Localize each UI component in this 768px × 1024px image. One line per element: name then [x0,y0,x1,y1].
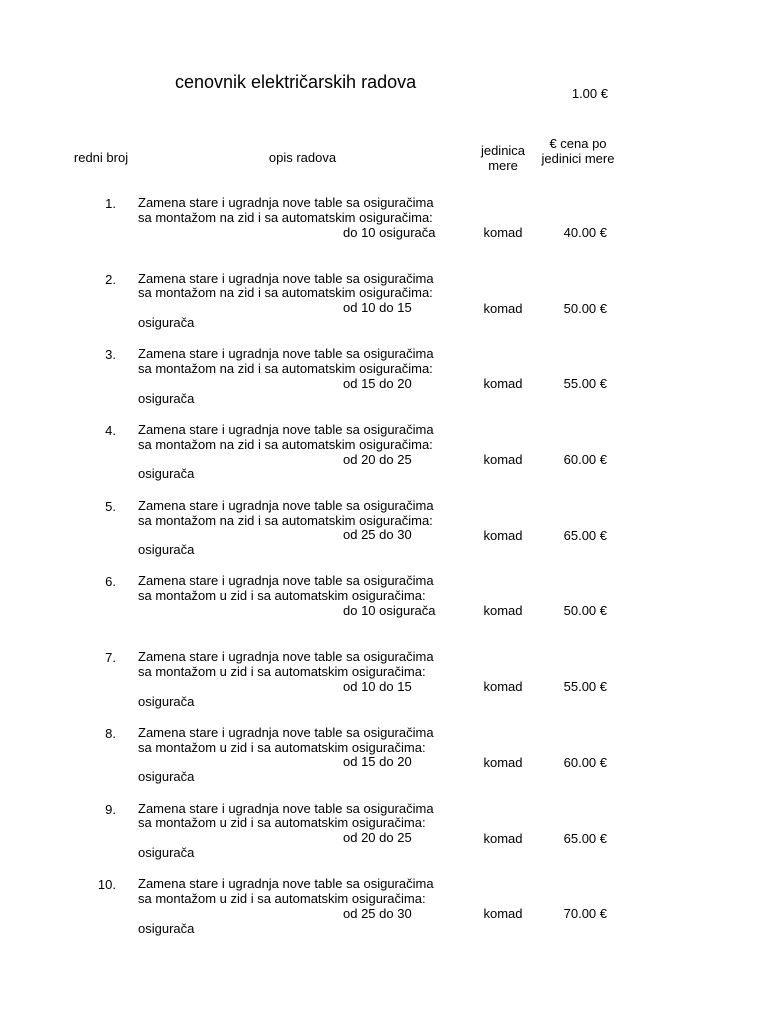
description-line: Zamena stare i ugradnja nove table sa osiguračima [138,876,434,892]
description-line: sa montažom u zid i sa automatskim osiguračima: [138,663,426,679]
row-number: 6. [105,574,116,590]
description-line: sa montažom na zid i sa automatskim osiguračima: [138,361,433,377]
row-unit: komad [483,376,523,392]
description-range: od 10 do 15 [343,300,412,316]
row-price: 50.00 € [563,300,607,316]
row-price: 55.00 € [563,679,607,695]
row-unit: komad [483,300,523,316]
description-tail: osigurača [138,920,195,936]
row-unit: komad [483,225,523,240]
description-tail: osigurača [138,769,195,785]
row-description [138,574,468,618]
row-number: 3. [105,347,116,363]
description-line: sa montažom na zid i sa automatskim osiguračima: [138,285,433,301]
header-unit: jedinica mere [480,143,526,173]
row-unit: komad [483,906,523,922]
description-range: od 25 do 30 [343,905,412,921]
row-description [138,499,468,558]
table-row [0,423,768,499]
description-range: od 20 do 25 [343,451,412,467]
row-description [138,347,468,406]
description-range: od 15 do 20 [343,754,412,770]
description-tail: osigurača [138,466,195,482]
row-description [138,650,468,709]
description-line: Zamena stare i ugradnja nove table sa osiguračima [138,573,434,589]
row-price: 55.00 € [563,376,607,392]
description-line: Zamena stare i ugradnja nove table sa osiguračima [138,195,434,210]
table-row [0,347,768,423]
description-range: od 10 do 15 [343,678,412,694]
row-unit: komad [483,754,523,770]
row-unit: komad [483,452,523,468]
header-price: € cena po jedinici mere [541,136,615,166]
table-row [0,196,768,272]
description-line: sa montažom u zid i sa automatskim osiguračima: [138,815,426,831]
description-line: sa montažom na zid i sa automatskim osiguračima: [138,512,433,528]
description-tail: osigurača [138,390,195,406]
row-description [138,272,468,331]
description-range: od 25 do 30 [343,527,412,543]
description-tail: osigurača [138,693,195,709]
row-description [138,802,468,861]
description-line: Zamena stare i ugradnja nove table sa osiguračima [138,346,434,362]
table-row [0,499,768,575]
description-range: do 10 osigurača [343,603,436,619]
description-line: sa montažom na zid i sa automatskim osiguračima: [138,436,433,452]
row-number: 2. [105,271,116,287]
row-number: 4. [105,423,116,439]
description-line: Zamena stare i ugradnja nove table sa osiguračima [138,497,434,513]
row-description [138,726,468,785]
row-number: 8. [105,725,116,741]
description-line: sa montažom u zid i sa automatskim osiguračima: [138,588,426,604]
row-price: 65.00 € [563,830,607,846]
page-title: cenovnik električarskih radova [175,72,417,92]
exchange-rate: 1.00 € [571,86,608,101]
row-number: 1. [105,196,116,211]
table-row [0,574,768,650]
description-range: od 15 do 20 [343,375,412,391]
description-line: Zamena stare i ugradnja nove table sa osiguračima [138,270,434,286]
row-price: 40.00 € [563,225,607,240]
row-price: 70.00 € [563,906,607,922]
description-line: sa montažom u zid i sa automatskim osiguračima: [138,739,426,755]
description-line: Zamena stare i ugradnja nove table sa osiguračima [138,649,434,665]
row-number: 7. [105,650,116,666]
row-price: 60.00 € [563,452,607,468]
row-description [138,423,468,482]
row-price: 60.00 € [563,754,607,770]
description-range: od 20 do 25 [343,830,412,846]
description-line: Zamena stare i ugradnja nove table sa osiguračima [138,800,434,816]
row-unit: komad [483,527,523,543]
description-range: do 10 osigurača [343,224,436,240]
row-price: 50.00 € [563,603,607,619]
description-line: Zamena stare i ugradnja nove table sa osiguračima [138,724,434,740]
description-line: sa montažom na zid i sa automatskim osiguračima: [138,209,433,225]
description-line: Zamena stare i ugradnja nove table sa osiguračima [138,422,434,438]
table-row [0,272,768,348]
price-table [0,196,768,953]
row-number: 10. [97,877,116,893]
row-unit: komad [483,830,523,846]
row-description [138,877,468,936]
description-tail: osigurača [138,844,195,860]
description-tail: osigurača [138,315,195,331]
row-number: 5. [105,498,116,514]
description-line: sa montažom u zid i sa automatskim osiguračima: [138,890,426,906]
row-price: 65.00 € [563,527,607,543]
table-row [0,877,768,953]
table-row [0,650,768,726]
row-unit: komad [483,603,523,619]
row-unit: komad [483,679,523,695]
table-row [0,726,768,802]
row-number: 9. [105,801,116,817]
row-description [138,196,468,240]
header-number: redni broj [73,150,129,165]
header-description: opis radova [268,150,337,165]
description-tail: osigurača [138,542,195,558]
table-row [0,802,768,878]
